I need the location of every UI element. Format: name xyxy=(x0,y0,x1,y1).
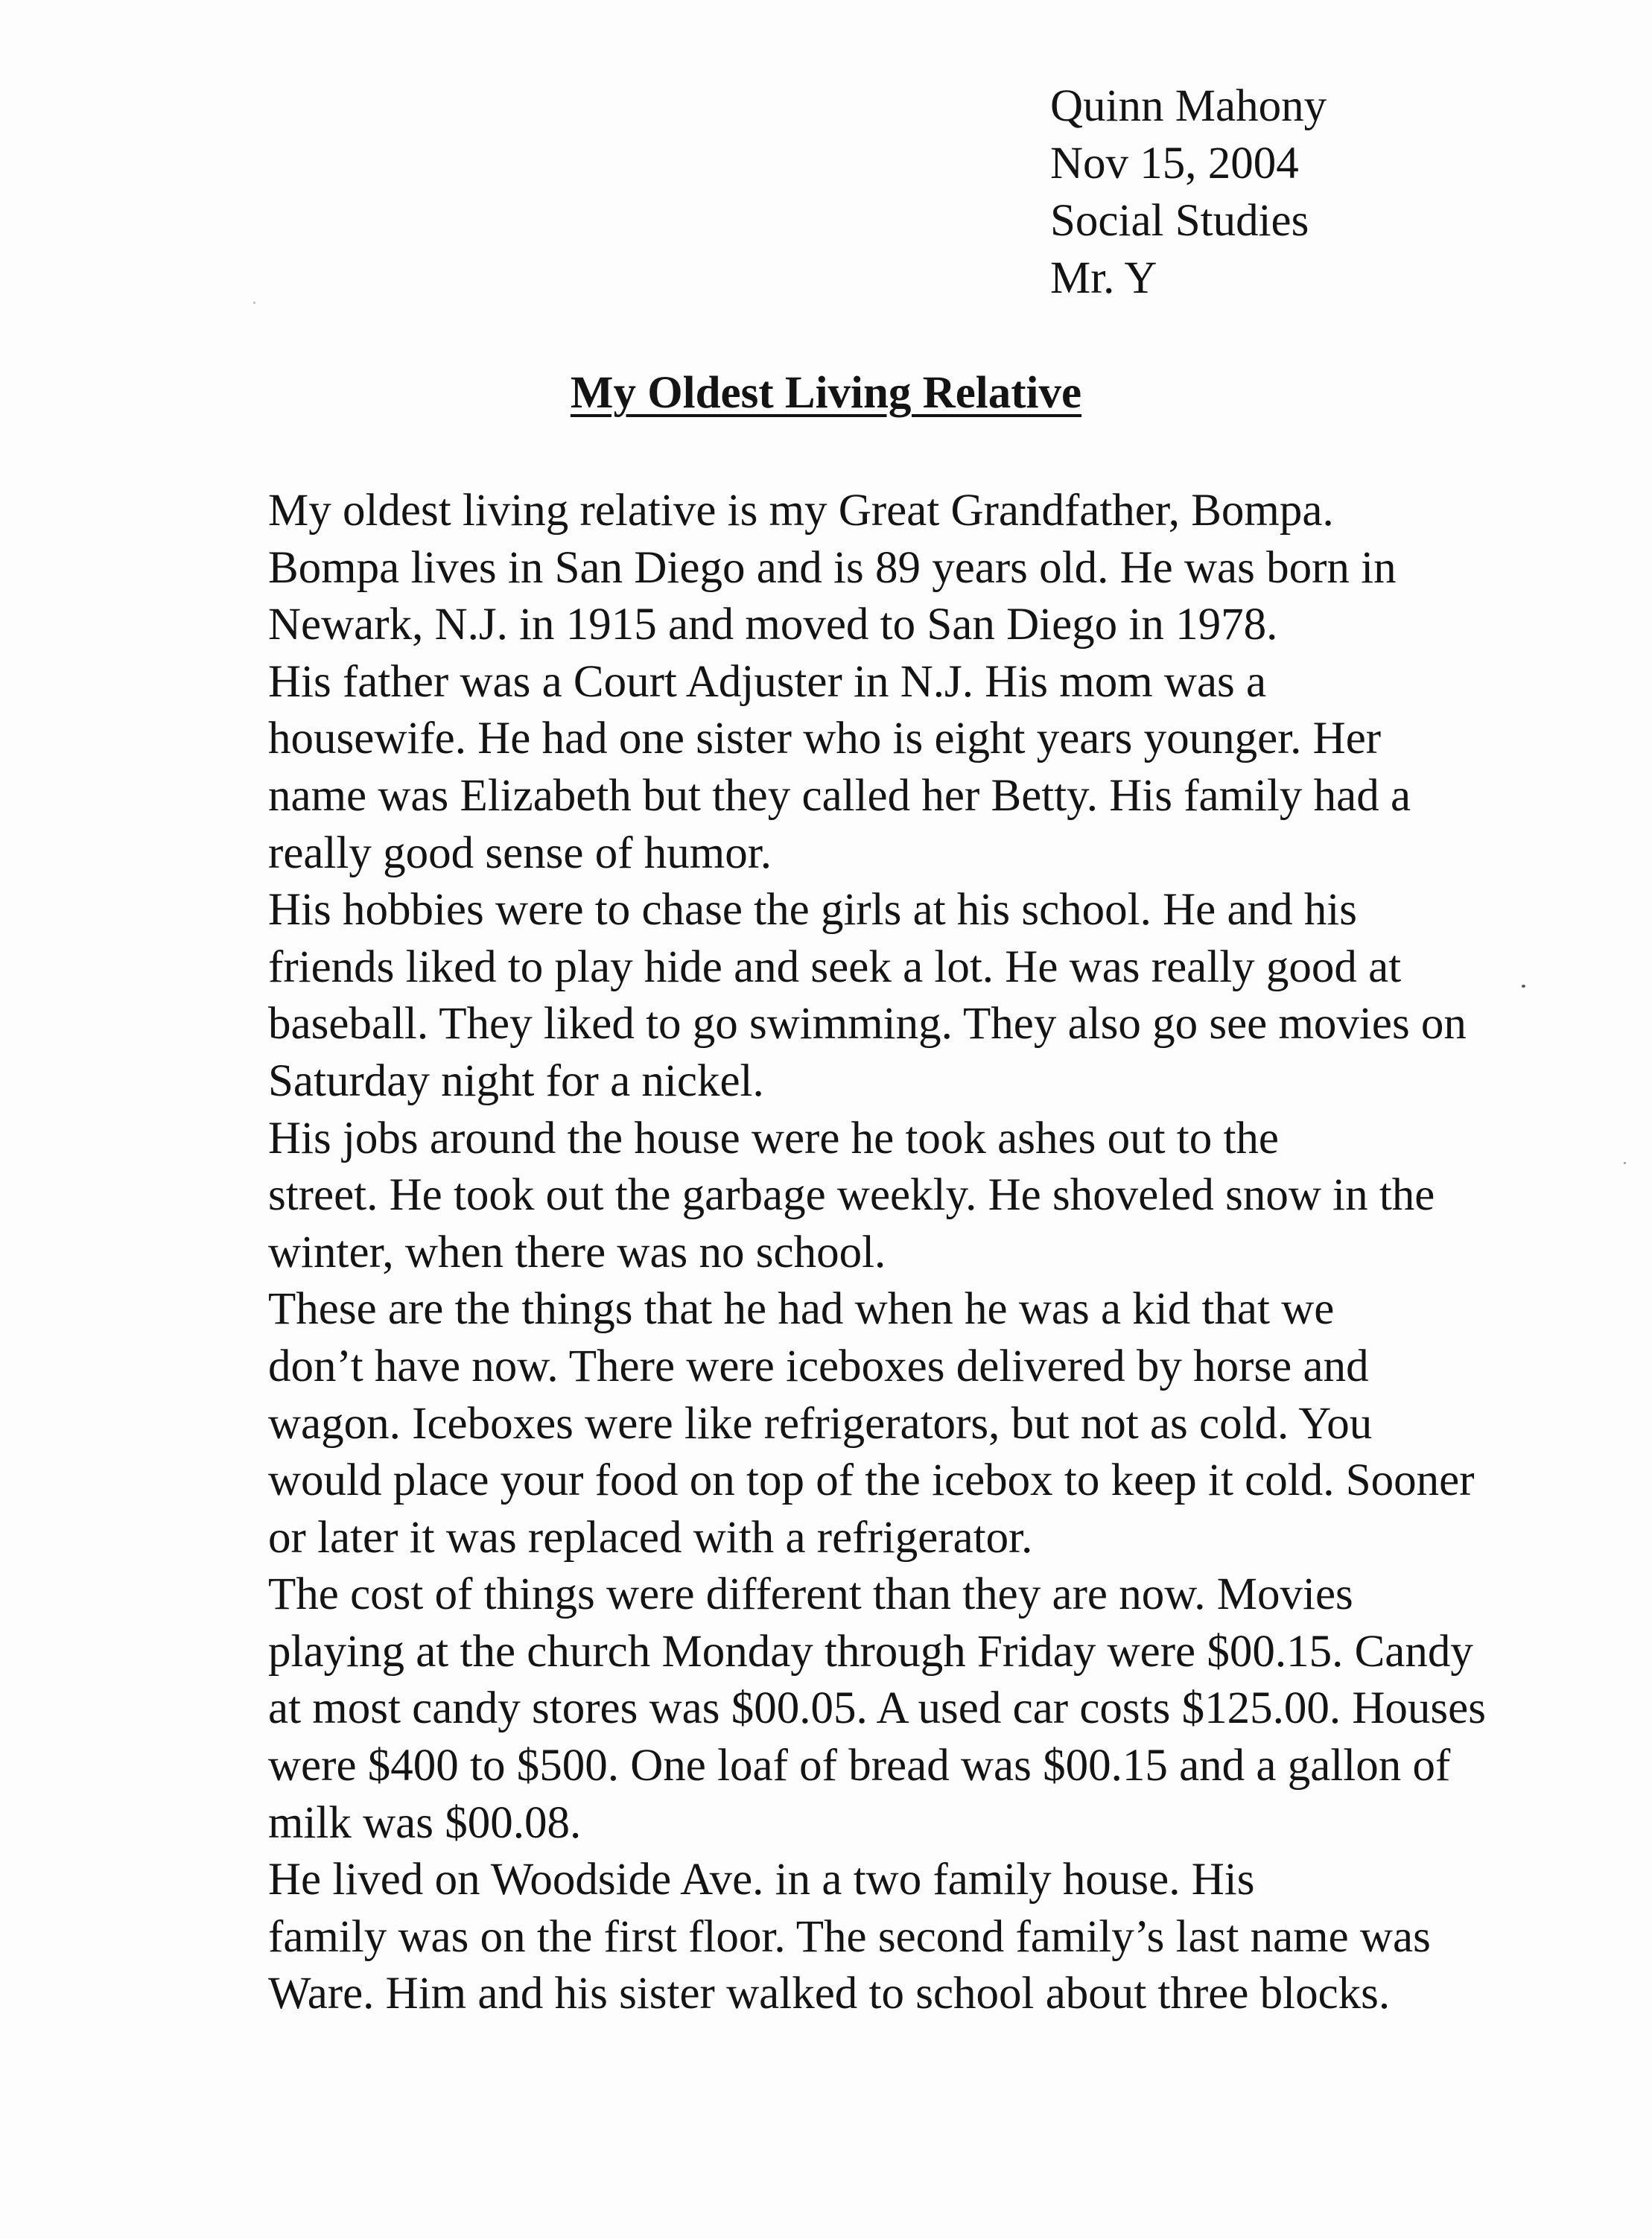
text-line: would place your food on top of the icebox to keep it cold. Sooner xyxy=(268,1455,1475,1506)
text-line: or later it was replaced with a refrigerator. xyxy=(268,1512,1033,1563)
text-line: The cost of things were different than they are now. Movies xyxy=(268,1569,1353,1620)
document-date: Nov 15, 2004 xyxy=(1050,139,1299,188)
text-line: housewife. He had one sister who is eight years younger. Her xyxy=(268,714,1382,764)
scan-speck xyxy=(253,302,255,304)
paragraph xyxy=(155,1281,1496,1566)
paragraph xyxy=(155,1852,1496,2023)
text-line: playing at the church Monday through Friday were $00.15. Candy xyxy=(268,1626,1473,1677)
text-line: Ware. Him and his sister walked to school about three blocks. xyxy=(268,1969,1391,2019)
text-line: at most candy stores was $00.05. A used car costs $125.00. Houses xyxy=(268,1683,1486,1734)
text-line: friends liked to play hide and seek a lot. He was really good at xyxy=(268,941,1402,992)
text-line: wagon. Iceboxes were like refrigerators, but not as cold. You xyxy=(268,1398,1373,1449)
teacher-name: Mr. Y xyxy=(1050,253,1157,303)
text-line: really good sense of humor. xyxy=(268,828,772,878)
text-line: Saturday night for a nickel. xyxy=(268,1055,764,1106)
text-line: His jobs around the house were he took ashes out to the xyxy=(268,1113,1279,1163)
paragraph xyxy=(155,1566,1496,1852)
paragraph xyxy=(155,1111,1496,1282)
scan-speck xyxy=(1522,985,1525,988)
author-name: Quinn Mahony xyxy=(1050,81,1327,131)
essay-title-text: My Oldest Living Relative xyxy=(570,368,1082,418)
text-line: His hobbies were to chase the girls at his school. He and his xyxy=(268,885,1358,936)
paragraph xyxy=(155,882,1496,1110)
text-line: His father was a Court Adjuster in N.J. His mom was a xyxy=(268,656,1267,707)
text-line: baseball. They liked to go swimming. They also go see movies on xyxy=(268,999,1467,1049)
scan-speck xyxy=(1624,1162,1626,1164)
subject-name: Social Studies xyxy=(1050,196,1309,246)
essay-title xyxy=(0,364,1652,422)
text-line: were $400 to $500. One loaf of bread was $00.15 and a gallon of xyxy=(268,1741,1451,1791)
paragraph xyxy=(155,654,1496,882)
text-line: He lived on Woodside Ave. in a two family house. His xyxy=(268,1855,1255,1905)
text-line: Newark, N.J. in 1915 and moved to San Diego in 1978. xyxy=(268,600,1278,650)
text-line: milk was $00.08. xyxy=(268,1797,582,1848)
text-line: don’t have now. There were iceboxes delivered by horse and xyxy=(268,1341,1369,1391)
text-line: family was on the first floor. The second family’s last name was xyxy=(268,1911,1431,1962)
text-line: Bompa lives in San Diego and is 89 years old. He was born in xyxy=(268,542,1397,593)
text-line: These are the things that he had when he was a kid that we xyxy=(268,1284,1335,1335)
text-line: name was Elizabeth but they called her Betty. His family had a xyxy=(268,770,1411,821)
text-line: My oldest living relative is my Great Grandfather, Bompa. xyxy=(268,486,1334,536)
essay-body xyxy=(155,483,1496,2023)
text-line: winter, when there was no school. xyxy=(268,1227,886,1277)
header-block xyxy=(1050,77,1327,307)
paragraph xyxy=(155,483,1496,654)
text-line: street. He took out the garbage weekly. He shoveled snow in the xyxy=(268,1170,1435,1221)
